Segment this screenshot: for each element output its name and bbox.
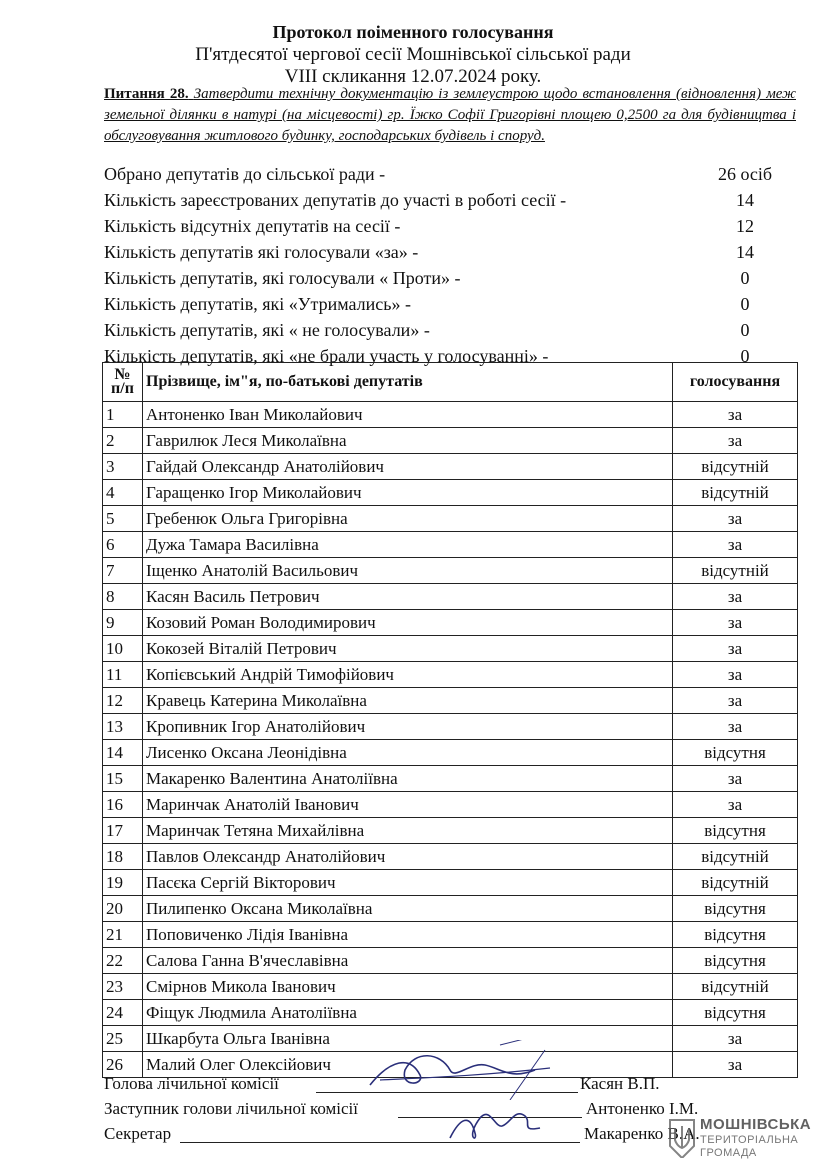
table-row bbox=[103, 740, 798, 766]
deputy-name: Малий Олег Олексійович bbox=[143, 1052, 673, 1078]
agenda-question bbox=[104, 84, 796, 160]
vote-result: за bbox=[673, 610, 798, 636]
row-number: 24 bbox=[103, 1000, 143, 1026]
question-label: Питання 28. bbox=[104, 86, 189, 102]
table-row bbox=[103, 428, 798, 454]
table-row bbox=[103, 402, 798, 428]
row-number: 10 bbox=[103, 636, 143, 662]
table-row bbox=[103, 766, 798, 792]
deputy-name: Кропивник Ігор Анатолійович bbox=[143, 714, 673, 740]
deputy-name: Салова Ганна В'ячеславівна bbox=[143, 948, 673, 974]
stat-row bbox=[104, 239, 794, 265]
vote-result: відсутня bbox=[673, 740, 798, 766]
table-row bbox=[103, 454, 798, 480]
document-title: Протокол поіменного голосування bbox=[272, 22, 554, 42]
vote-result: відсутня bbox=[673, 818, 798, 844]
row-number: 6 bbox=[103, 532, 143, 558]
vote-result: відсутній bbox=[673, 480, 798, 506]
vote-result: відсутній bbox=[673, 974, 798, 1000]
row-number: 3 bbox=[103, 454, 143, 480]
stat-label: Кількість відсутніх депутатів на сесії - bbox=[104, 216, 401, 236]
stat-value: 14 bbox=[736, 242, 754, 262]
vote-result: за bbox=[673, 766, 798, 792]
deputy-name: Дужа Тамара Василівна bbox=[143, 532, 673, 558]
deputy-name: Смірнов Микола Іванович bbox=[143, 974, 673, 1000]
row-number: 5 bbox=[103, 506, 143, 532]
table-row bbox=[103, 506, 798, 532]
chair-name: Касян В.П. bbox=[580, 1074, 660, 1093]
table-row bbox=[103, 818, 798, 844]
vote-result: за bbox=[673, 688, 798, 714]
vote-result: відсутній bbox=[673, 558, 798, 584]
stat-label: Кількість депутатів, які голосували « Проти» - bbox=[104, 268, 461, 288]
document-subtitle: П'ятдесятої чергової сесії Мошнівської сільської ради bbox=[195, 44, 631, 65]
table-row bbox=[103, 1000, 798, 1026]
stat-value: 0 bbox=[740, 268, 750, 288]
deputy-name: Кокозей Віталій Петрович bbox=[143, 636, 673, 662]
deputy-name: Павлов Олександр Анатолійович bbox=[143, 844, 673, 870]
table-row bbox=[103, 662, 798, 688]
stat-value: 26 осіб bbox=[717, 164, 773, 184]
header-number: № п/п bbox=[103, 363, 143, 402]
vote-result: відсутній bbox=[673, 844, 798, 870]
deputy-name: Маринчак Анатолій Іванович bbox=[143, 792, 673, 818]
document-subtitle-date: VIII скликання 12.07.2024 року. bbox=[284, 66, 542, 87]
vote-result: за bbox=[673, 1026, 798, 1052]
stat-label: Обрано депутатів до сільської ради - bbox=[104, 164, 386, 184]
vote-result: за bbox=[673, 532, 798, 558]
header-vote: голосування bbox=[673, 363, 798, 402]
table-row bbox=[103, 480, 798, 506]
stat-row bbox=[104, 161, 794, 187]
row-number: 8 bbox=[103, 584, 143, 610]
deputy-name: Шкарбута Ольга Іванівна bbox=[143, 1026, 673, 1052]
stat-value: 0 bbox=[740, 320, 750, 340]
deputy-name: Лисенко Оксана Леонідівна bbox=[143, 740, 673, 766]
table-row bbox=[103, 714, 798, 740]
deputy-name: Фіщук Людмила Анатоліївна bbox=[143, 1000, 673, 1026]
deputy-name: Маринчак Тетяна Михайлівна bbox=[143, 818, 673, 844]
table-row bbox=[103, 792, 798, 818]
vote-result: за bbox=[673, 792, 798, 818]
watermark-logo bbox=[668, 1114, 812, 1162]
stat-label: Кількість зареєстрованих депутатів до участі в роботі сесії - bbox=[104, 190, 567, 210]
stat-row bbox=[104, 317, 794, 343]
deputy-name: Пилипенко Оксана Миколаївна bbox=[143, 896, 673, 922]
row-number: 25 bbox=[103, 1026, 143, 1052]
table-row bbox=[103, 636, 798, 662]
table-row bbox=[103, 974, 798, 1000]
table-row bbox=[103, 610, 798, 636]
row-number: 22 bbox=[103, 948, 143, 974]
table-row bbox=[103, 532, 798, 558]
stat-label: Кількість депутатів які голосували «за» - bbox=[104, 242, 419, 262]
trident-icon bbox=[668, 1118, 696, 1158]
vote-result: за bbox=[673, 714, 798, 740]
vote-result: відсутня bbox=[673, 948, 798, 974]
vote-result: за bbox=[673, 636, 798, 662]
vote-result: за bbox=[673, 662, 798, 688]
deputy-name: Козовий Роман Володимирович bbox=[143, 610, 673, 636]
deputy-name: Антоненко І.М. bbox=[586, 1099, 699, 1118]
watermark-line-1: МОШНІВСЬКА bbox=[700, 1116, 812, 1133]
vote-table bbox=[102, 362, 798, 1078]
deputy-name: Кравець Катерина Миколаївна bbox=[143, 688, 673, 714]
row-number: 9 bbox=[103, 610, 143, 636]
stat-row bbox=[104, 213, 794, 239]
secretary-label: Секретар bbox=[104, 1124, 172, 1143]
deputy-name: Поповиченко Лідія Іванівна bbox=[143, 922, 673, 948]
row-number: 13 bbox=[103, 714, 143, 740]
row-number: 16 bbox=[103, 792, 143, 818]
vote-result: за bbox=[673, 1052, 798, 1078]
vote-statistics bbox=[104, 161, 794, 369]
watermark-line-3: ГРОМАДА bbox=[700, 1147, 757, 1159]
vote-result: відсутня bbox=[673, 896, 798, 922]
deputy-name: Гайдай Олександр Анатолійович bbox=[143, 454, 673, 480]
row-number: 18 bbox=[103, 844, 143, 870]
stat-value: 12 bbox=[736, 216, 754, 236]
row-number: 23 bbox=[103, 974, 143, 1000]
row-number: 2 bbox=[103, 428, 143, 454]
secretary-name: Макаренко В.А. bbox=[584, 1124, 700, 1143]
row-number: 11 bbox=[103, 662, 143, 688]
row-number: 21 bbox=[103, 922, 143, 948]
row-number: 1 bbox=[103, 402, 143, 428]
handwritten-signature-chair bbox=[360, 1040, 560, 1100]
row-number: 12 bbox=[103, 688, 143, 714]
watermark-line-2: ТЕРИТОРІАЛЬНА bbox=[700, 1134, 799, 1146]
vote-result: відсутній bbox=[673, 454, 798, 480]
table-row bbox=[103, 948, 798, 974]
vote-result: відсутня bbox=[673, 922, 798, 948]
stat-row bbox=[104, 265, 794, 291]
deputy-name: Іщенко Анатолій Васильович bbox=[143, 558, 673, 584]
vote-result: за bbox=[673, 584, 798, 610]
row-number: 14 bbox=[103, 740, 143, 766]
deputy-name: Макаренко Валентина Анатоліївна bbox=[143, 766, 673, 792]
vote-result: за bbox=[673, 506, 798, 532]
table-row bbox=[103, 844, 798, 870]
stat-row bbox=[104, 291, 794, 317]
stat-value: 0 bbox=[740, 294, 750, 314]
header-name: Прізвище, ім"я, по-батькові депутатів bbox=[143, 363, 673, 402]
deputy-name: Пасєка Сергій Вікторович bbox=[143, 870, 673, 896]
row-number: 15 bbox=[103, 766, 143, 792]
row-number: 19 bbox=[103, 870, 143, 896]
row-number: 20 bbox=[103, 896, 143, 922]
row-number: 7 bbox=[103, 558, 143, 584]
deputy-name: Копієвський Андрій Тимофійович bbox=[143, 662, 673, 688]
table-row bbox=[103, 558, 798, 584]
table-row bbox=[103, 922, 798, 948]
table-header-row bbox=[103, 363, 798, 402]
vote-result: відсутній bbox=[673, 870, 798, 896]
stat-label: Кількість депутатів, які « не голосували» - bbox=[104, 320, 430, 340]
vote-result: за bbox=[673, 402, 798, 428]
handwritten-signature-secretary bbox=[440, 1098, 550, 1148]
stat-value: 0 bbox=[740, 346, 750, 366]
deputy-name: Гаврилюк Леся Миколаївна bbox=[143, 428, 673, 454]
table-row bbox=[103, 584, 798, 610]
stat-value: 14 bbox=[736, 190, 754, 210]
table-row bbox=[103, 688, 798, 714]
table-row bbox=[103, 870, 798, 896]
vote-table-body bbox=[103, 402, 798, 1078]
deputy-name: Гребенюк Ольга Григорівна bbox=[143, 506, 673, 532]
stat-label: Кількість депутатів, які «Утримались» - bbox=[104, 294, 411, 314]
stat-label: Кількість депутатів, які «не брали участь у голосуванні» - bbox=[104, 346, 549, 366]
vote-result: відсутня bbox=[673, 1000, 798, 1026]
vote-result: за bbox=[673, 428, 798, 454]
table-row bbox=[103, 896, 798, 922]
row-number: 4 bbox=[103, 480, 143, 506]
deputy-name: Касян Василь Петрович bbox=[143, 584, 673, 610]
deputy-name: Антоненко Іван Миколайович bbox=[143, 402, 673, 428]
deputy-label: Заступник голови лічильної комісії bbox=[104, 1099, 359, 1118]
question-text: Затвердити технічну документацію із землеустрою щодо встановлення (відновлення) меж земельної ділянки в натурі (на місцевості) гр. Їжко Софії Григорівні площею 0,2500 га для будівництва і обслуговування житлового будинку, господарських будівель і споруд. bbox=[104, 86, 796, 144]
row-number: 17 bbox=[103, 818, 143, 844]
deputy-name: Гаращенко Ігор Миколайович bbox=[143, 480, 673, 506]
stat-row bbox=[104, 187, 794, 213]
chair-label: Голова лічильної комісії bbox=[104, 1074, 279, 1093]
row-number: 26 bbox=[103, 1052, 143, 1078]
